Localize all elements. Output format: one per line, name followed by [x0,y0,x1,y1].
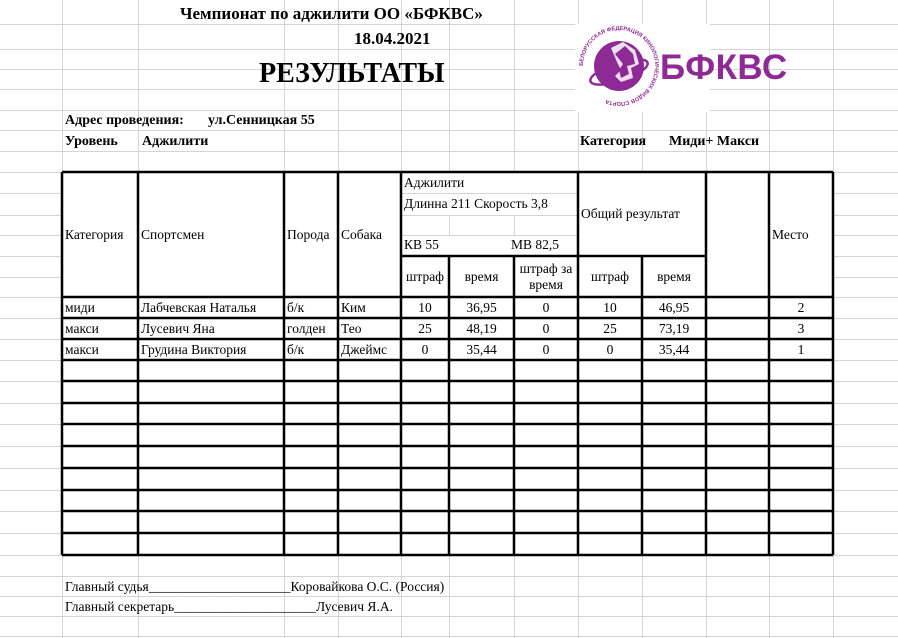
level-label: Уровень [65,134,118,149]
svg-text:БЕЛОРУССКАЯ ФЕДЕРАЦИЯ КИНОЛОГИ: БЕЛОРУССКАЯ ФЕДЕРАЦИЯ КИНОЛОГИЧЕСКИХ ВИДОВ СПОРТА [578,25,660,107]
header-kv: КВ 55 [404,237,439,252]
cell-category[interactable] [62,381,138,403]
cell-category[interactable]: макси [65,341,99,357]
cell-dog[interactable]: Джеймс [341,341,388,357]
cell-breed[interactable] [284,533,338,555]
header-course-params: Длинна 211 Скорость 3,8 [404,196,548,211]
cell-dog[interactable] [338,490,401,511]
cell-overall-time[interactable] [642,381,706,403]
cell-overall-penalty[interactable]: 25 [603,320,617,336]
cell-athlete[interactable] [138,533,284,555]
cell-dog[interactable] [338,468,401,490]
header-breed: Порода [287,226,330,242]
category-label: Категория [580,134,647,149]
cell-dog[interactable] [338,446,401,468]
cell-athlete[interactable] [138,468,284,490]
cell-breed[interactable] [284,381,338,403]
chief-secretary-line [65,600,393,614]
address-label: Адрес проведения: [65,113,184,128]
cell-time-penalty[interactable] [514,533,578,555]
cell-extra[interactable] [706,339,769,360]
cell-time-penalty[interactable]: 0 [542,299,550,315]
cell-penalty[interactable]: 10 [418,299,432,315]
cell-overall-penalty[interactable] [578,360,642,381]
cell-overall-time[interactable] [642,446,706,468]
cell-overall-time[interactable]: 35,44 [658,341,690,357]
cell-category[interactable] [62,533,138,555]
cell-breed[interactable] [284,490,338,511]
cell-category[interactable] [62,446,138,468]
cell-place[interactable] [769,360,833,381]
cell-penalty[interactable] [401,533,449,555]
cell-category[interactable]: макси [65,320,99,336]
logo-wordmark: БФКВС [660,48,788,87]
cell-category[interactable] [62,511,138,533]
header-place: Место [772,226,809,242]
cell-athlete[interactable] [138,490,284,511]
cell-penalty[interactable] [401,446,449,468]
header-category: Категория [65,226,124,242]
cell-time[interactable]: 35,44 [466,341,497,357]
cell-category[interactable] [62,403,138,424]
cell-time-penalty[interactable] [514,446,578,468]
cell-time-penalty[interactable] [514,403,578,424]
chief-judge-label: Главный судья [65,579,149,594]
cell-time[interactable] [449,403,514,424]
header-dog: Собака [341,226,382,242]
cell-category[interactable] [62,424,138,446]
cell-overall-time[interactable] [642,424,706,446]
category-value: Миди+ Макси [669,134,760,149]
cell-time[interactable] [449,446,514,468]
cell-athlete[interactable] [138,511,284,533]
cell-breed[interactable]: б/к [287,299,305,315]
cell-extra[interactable] [706,381,769,403]
cell-penalty[interactable] [401,490,449,511]
cell-place[interactable] [769,490,833,511]
cell-athlete[interactable] [138,360,284,381]
cell-dog[interactable] [338,533,401,555]
cell-overall-time[interactable] [642,403,706,424]
cell-breed[interactable]: голден [287,320,326,336]
header-overall: Общий результат [581,206,680,221]
cell-overall-penalty[interactable]: 10 [603,299,617,315]
cell-time[interactable] [449,468,514,490]
event-date: 18.04.2021 [354,29,431,48]
cell-time[interactable] [449,533,514,555]
cell-breed[interactable] [284,446,338,468]
cell-time-penalty[interactable] [514,511,578,533]
level-value: Аджилити [142,134,209,149]
cell-dog[interactable] [338,403,401,424]
cell-overall-time[interactable] [642,468,706,490]
cell-time-penalty[interactable] [514,360,578,381]
chief-judge-name: Коровайкова О.С. (Россия) [290,579,445,594]
cell-extra[interactable] [706,533,769,555]
chief-secretary-label: Главный секретарь [65,599,175,614]
cell-dog[interactable] [338,424,401,446]
header-time: время [464,268,499,284]
header-agility: Аджилити [404,174,465,190]
cell-time[interactable] [449,381,514,403]
cell-overall-penalty[interactable] [578,511,642,533]
cell-extra[interactable] [706,403,769,424]
cell-place[interactable] [769,403,833,424]
cell-place[interactable] [769,381,833,403]
cell-time[interactable] [449,490,514,511]
cell-category[interactable]: миди [65,299,95,315]
cell-dog[interactable] [338,381,401,403]
cell-breed[interactable] [284,360,338,381]
cell-dog[interactable]: Ким [341,299,366,315]
cell-time[interactable] [449,424,514,446]
cell-athlete[interactable] [138,424,284,446]
address-value: ул.Сенницкая 55 [208,113,315,128]
chief-judge-line [65,580,444,594]
cell-category[interactable] [62,468,138,490]
cell-penalty[interactable] [401,468,449,490]
cell-time[interactable] [449,360,514,381]
cell-time-penalty[interactable] [514,490,578,511]
cell-breed[interactable] [284,424,338,446]
cell-place[interactable] [769,446,833,468]
cell-overall-time[interactable]: 46,95 [658,299,690,315]
cell-athlete[interactable] [138,403,284,424]
cell-breed[interactable] [284,403,338,424]
cell-dog[interactable]: Тео [341,320,362,336]
cell-overall-time[interactable] [642,360,706,381]
cell-overall-penalty[interactable] [578,403,642,424]
cell-overall-penalty[interactable] [578,446,642,468]
cell-time-penalty[interactable] [514,468,578,490]
cell-time-penalty[interactable] [514,424,578,446]
cell-place[interactable] [769,533,833,555]
cell-overall-time[interactable] [642,533,706,555]
header-overall-penalty: штраф [591,268,629,284]
header-extra [706,172,769,297]
cell-time[interactable]: 48,19 [466,320,497,336]
cell-extra[interactable] [706,490,769,511]
cell-extra[interactable] [706,424,769,446]
cell-place[interactable] [769,468,833,490]
cell-place[interactable]: 2 [797,299,805,315]
cell-athlete[interactable] [138,446,284,468]
cell-overall-penalty[interactable] [578,468,642,490]
cell-extra[interactable] [706,446,769,468]
cell-overall-time[interactable]: 73,19 [658,320,690,336]
header-time-penalty: штраф за время [519,260,573,292]
cell-overall-penalty[interactable] [578,490,642,511]
cell-place[interactable]: 3 [797,320,805,336]
cell-penalty[interactable] [401,360,449,381]
cell-extra[interactable] [706,511,769,533]
cell-penalty[interactable]: 25 [418,320,432,336]
cell-breed[interactable]: б/к [287,341,305,357]
cell-time-penalty[interactable]: 0 [542,341,550,357]
cell-breed[interactable] [284,511,338,533]
cell-penalty[interactable]: 0 [421,341,429,357]
header-mv: МВ 82,5 [511,237,560,252]
cell-place[interactable] [769,511,833,533]
event-title: Чемпионат по аджилити ОО «БФКВС» [180,4,483,23]
cell-place[interactable] [769,424,833,446]
header-overall-time: время [657,268,691,284]
cell-overall-penalty[interactable] [578,381,642,403]
cell-overall-penalty[interactable] [578,533,642,555]
cell-dog[interactable] [338,360,401,381]
cell-overall-time[interactable] [642,511,706,533]
cell-penalty[interactable] [401,511,449,533]
cell-athlete[interactable]: Лабчевская Наталья [141,299,257,315]
cell-penalty[interactable] [401,424,449,446]
cell-overall-time[interactable] [642,490,706,511]
cell-penalty[interactable] [401,403,449,424]
cell-overall-penalty[interactable]: 0 [606,341,614,357]
signature-line: _____________________ [174,599,316,614]
cell-athlete[interactable]: Лусевич Яна [141,320,215,336]
cell-extra[interactable] [706,468,769,490]
chief-secretary-name: Лусевич Я.А. [315,599,393,614]
cell-breed[interactable] [284,468,338,490]
cell-extra[interactable] [706,360,769,381]
cell-athlete[interactable]: Грудина Виктория [141,341,247,357]
cell-place[interactable]: 1 [797,341,805,357]
cell-time-penalty[interactable] [514,381,578,403]
cell-time[interactable]: 36,95 [466,299,497,315]
signature-line: _____________________ [148,579,291,594]
cell-extra[interactable] [706,297,769,318]
page-heading: РЕЗУЛЬТАТЫ [259,58,445,89]
cell-overall-penalty[interactable] [578,424,642,446]
cell-dog[interactable] [338,511,401,533]
header-penalty: штраф [406,268,444,284]
cell-penalty[interactable] [401,381,449,403]
cell-time[interactable] [449,511,514,533]
header-athlete: Спортсмен [141,226,205,242]
cell-time-penalty[interactable]: 0 [542,320,550,336]
cell-category[interactable] [62,490,138,511]
cell-extra[interactable] [706,318,769,339]
cell-category[interactable] [62,360,138,381]
cell-athlete[interactable] [138,381,284,403]
